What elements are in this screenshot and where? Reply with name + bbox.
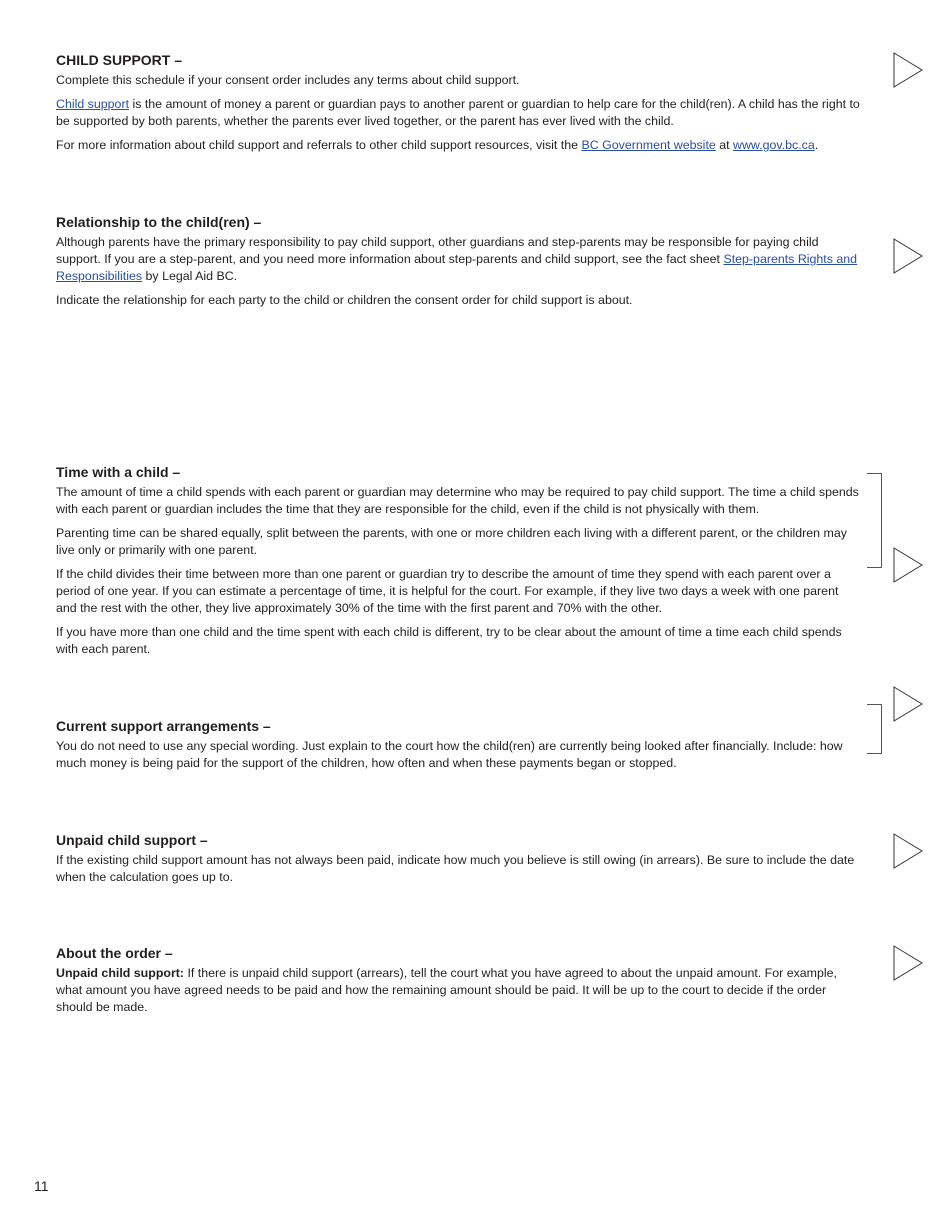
relationship-heading: Relationship to the child(ren) – [56, 214, 262, 230]
field-arrow-icon[interactable] [893, 686, 923, 722]
current-support-paragraph: You do not need to use any special wording. Just explain to the court how the child(ren) are currently being looked after financially. Include: how much money is being paid for the support of the children, how often and when these payments began or stopped. [56, 739, 843, 770]
current-support-heading: Current support arrangements – [56, 718, 271, 734]
section-time-with-child [56, 464, 862, 665]
step-parents-rights-link[interactable]: Step-parents Rights and Responsibilities [56, 252, 858, 283]
time-with-child-p1: The amount of time a child spends with each parent or guardian may determine who may be required to pay child support. The time a child spends with each parent or guardian includes the time that they are responsible for the child, even if the child is not physically with them. [56, 485, 859, 516]
gov-bc-ca-link[interactable]: www.gov.bc.ca [733, 138, 815, 152]
relationship-paragraph: Although parents have the primary responsibility to pay child support, other guardians and step-parents may be responsible for paying child support. If you are a step-parent, and you need more information about step-parents and child support, see the fact sheet Step-parents Rights and Responsibilities by Legal Aid BC. [56, 235, 858, 283]
child-support-definition: Child support is the amount of money a parent or guardian pays to another parent or guardian to help care for the child(ren). A child has the right to be supported by both parents, whether the parents ever lived together, or the parent has ever lived with the child. [56, 97, 860, 128]
page-number: 11 [34, 1178, 49, 1194]
time-with-child-p2: Parenting time can be shared equally, split between the parents, with one or more children each living with a different parent, or the children may live only or primarily with one parent. [56, 526, 847, 557]
field-arrow-icon[interactable] [893, 547, 923, 583]
time-with-child-heading: Time with a child – [56, 464, 181, 480]
unpaid-support-heading: Unpaid child support – [56, 832, 208, 848]
section-about-order [56, 945, 862, 1023]
child-support-more-info: For more information about child support and referrals to other child support resources, visit the BC Government website at www.gov.bc.ca. [56, 138, 819, 152]
unpaid-support-paragraph: If the existing child support amount has not always been paid, indicate how much you believe is still owing (in arrears). Be sure to include the date when the calculation goes up to. [56, 853, 855, 884]
section-child-support [56, 52, 862, 161]
section-relationship [56, 214, 862, 316]
bracket-connector [867, 704, 882, 754]
child-support-heading: CHILD SUPPORT – [56, 52, 183, 68]
bracket-connector [867, 473, 882, 568]
relationship-instruction: Indicate the relationship for each party to the child or children the consent order for child support is about. [56, 293, 633, 307]
time-with-child-p3: If the child divides their time between more than one parent or guardian try to describe the amount of time they spend with each parent over a period of one year. If you can estimate a percentage of time, it is helpful for the court. For example, if they live two days a week with one parent and the rest with the other, they live approximately 30% of the time with the first parent and 70% with the other. [56, 567, 839, 615]
field-arrow-icon[interactable] [893, 52, 923, 88]
about-order-paragraph: Unpaid child support: If there is unpaid child support (arrears), tell the court what you have agreed to about the unpaid amount. For example, what amount you have agreed needs to be paid and how the remaining amount should be paid. It will be up to the court to decide if the order should be made. [56, 966, 837, 1014]
section-current-support [56, 718, 862, 779]
time-with-child-p4: If you have more than one child and the time spent with each child is different, try to be clear about the amount of time a time each child spends with each parent. [56, 625, 842, 656]
section-unpaid-support [56, 832, 862, 893]
bc-government-website-link[interactable]: BC Government website [581, 138, 716, 152]
field-arrow-icon[interactable] [893, 945, 923, 981]
field-arrow-icon[interactable] [893, 833, 923, 869]
field-arrow-icon[interactable] [893, 238, 923, 274]
child-support-intro: Complete this schedule if your consent order includes any terms about child support. [56, 73, 520, 87]
child-support-link[interactable]: Child support [56, 97, 130, 111]
about-order-heading: About the order – [56, 945, 173, 961]
